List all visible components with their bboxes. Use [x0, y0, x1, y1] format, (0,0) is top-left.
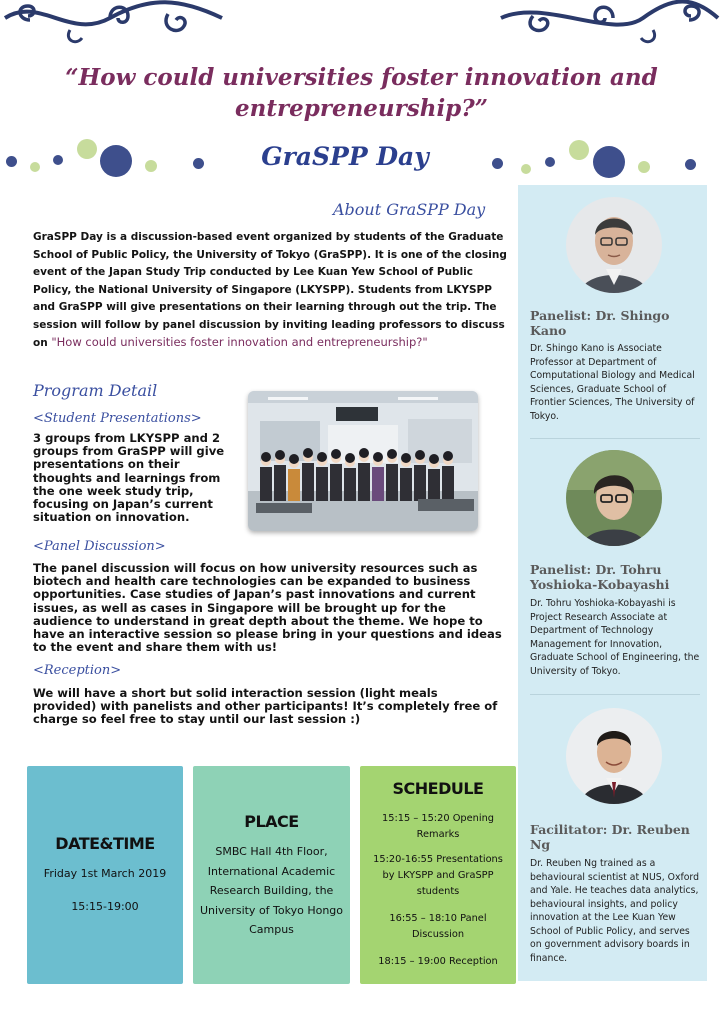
schedule-item-4: 18:15 – 19:00 Reception: [378, 956, 498, 967]
group-photo: [248, 391, 478, 531]
panel-discussion-text: The panel discussion will focus on how university resources such as biotech and health care technologies can be expanded to business opportunities. Case studies of Japan’s past innovations and current issues, as well as cases in Singapore will be brought up for the audience to understand in great depth about the theme. We hope to have an interactive session so please bring in your questions and ideas to the event and share them with us!: [33, 561, 502, 655]
place-box: [193, 766, 350, 984]
reception-text: We will have a short but solid interaction session (light meals provided) with panelists and other participants! It’s completely free of charge so feel free to stay until our last session :): [33, 686, 498, 727]
place-text: SMBC Hall 4th Floor, International Academic Research Building, the University of Tokyo Hongo Campus: [199, 845, 344, 936]
schedule-box: [360, 766, 516, 984]
panelist-1-name: Panelist: Dr. Shingo Kano: [530, 308, 670, 338]
about-text: [33, 229, 511, 353]
schedule-title: SCHEDULE: [392, 779, 484, 798]
facilitator-name: Facilitator: Dr. Reuben Ng: [530, 822, 690, 852]
program-heading: Program Detail: [33, 381, 158, 400]
place-title: PLACE: [244, 812, 299, 831]
schedule-item-3: 16:55 – 18:10 Panel Discussion: [389, 913, 487, 940]
datetime-title: DATE&TIME: [55, 834, 155, 853]
schedule-item-1: 15:15 – 15:20 Opening Remarks: [381, 813, 495, 840]
panelist-1-avatar: [566, 197, 662, 293]
facilitator-avatar: [566, 708, 662, 804]
sidebar-divider-2: [530, 694, 700, 695]
panelist-1-bio: Dr. Shingo Kano is Associate Professor at Department of Computational Biology and Medical Sciences, Graduate School of Frontier Sciences, The University of Tokyo.: [530, 343, 695, 422]
schedule-item-2: 15:20-16:55 Presentations by LKYSPP and GraSPP students: [373, 854, 503, 897]
panel-discussion-heading: <Panel Discussion>: [33, 539, 166, 554]
datetime-time: 15:15-19:00: [71, 900, 139, 913]
headline: “How could universities foster innovation and entrepreneurship?”: [65, 64, 658, 122]
datetime-box: [27, 766, 183, 984]
about-body: GraSPP Day is a discussion-based event organized by students of the Graduate School of Public Policy, the University of Tokyo (GraSPP). It is one of the closing event of the Japan Study Trip conducted by Lee Kuan Yew School of Public Policy, the National University of Singapore (LKYSPP). Students from LKYSPP and GraSPP will give presentations on their learning through out the trip. The session will follow by panel discussion by inviting leading professors to discuss on: [33, 231, 507, 349]
reception-heading: <Reception>: [33, 663, 122, 678]
event-title: GraSPP Day: [261, 142, 429, 171]
panelist-2-name: Panelist: Dr. Tohru Yoshioka-Kobayashi: [530, 562, 670, 592]
panelist-2-avatar: [566, 450, 662, 546]
sidebar-divider-1: [530, 438, 700, 439]
about-heading: About GraSPP Day: [333, 200, 486, 219]
left-ornament-icon: [0, 0, 230, 50]
facilitator-bio: Dr. Reuben Ng trained as a behavioural scientist at NUS, Oxford and Yale. He teaches data analytics, behavioural insights, and policy innovation at the Lee Kuan Yew School of Public Policy, and serves on government advisory boards in finance.: [530, 858, 699, 964]
right-ornament-icon: [493, 0, 723, 50]
panelist-2-bio: Dr. Tohru Yoshioka-Kobayashi is Project Research Associate at Department of Technology Management for Innovation, Graduate School of Engineering, the University of Tokyo.: [530, 598, 700, 677]
about-highlight: "How could universities foster innovation and entrepreneurship?": [51, 335, 428, 349]
student-presentations-heading: <Student Presentations>: [33, 411, 202, 426]
datetime-date: Friday 1st March 2019: [43, 867, 167, 880]
student-presentations-text: 3 groups from LKYSPP and 2 groups from GraSPP will give presentations on their thoughts and learnings from the one week study trip, focusing on Japan’s current situation on innovation.: [33, 431, 225, 525]
